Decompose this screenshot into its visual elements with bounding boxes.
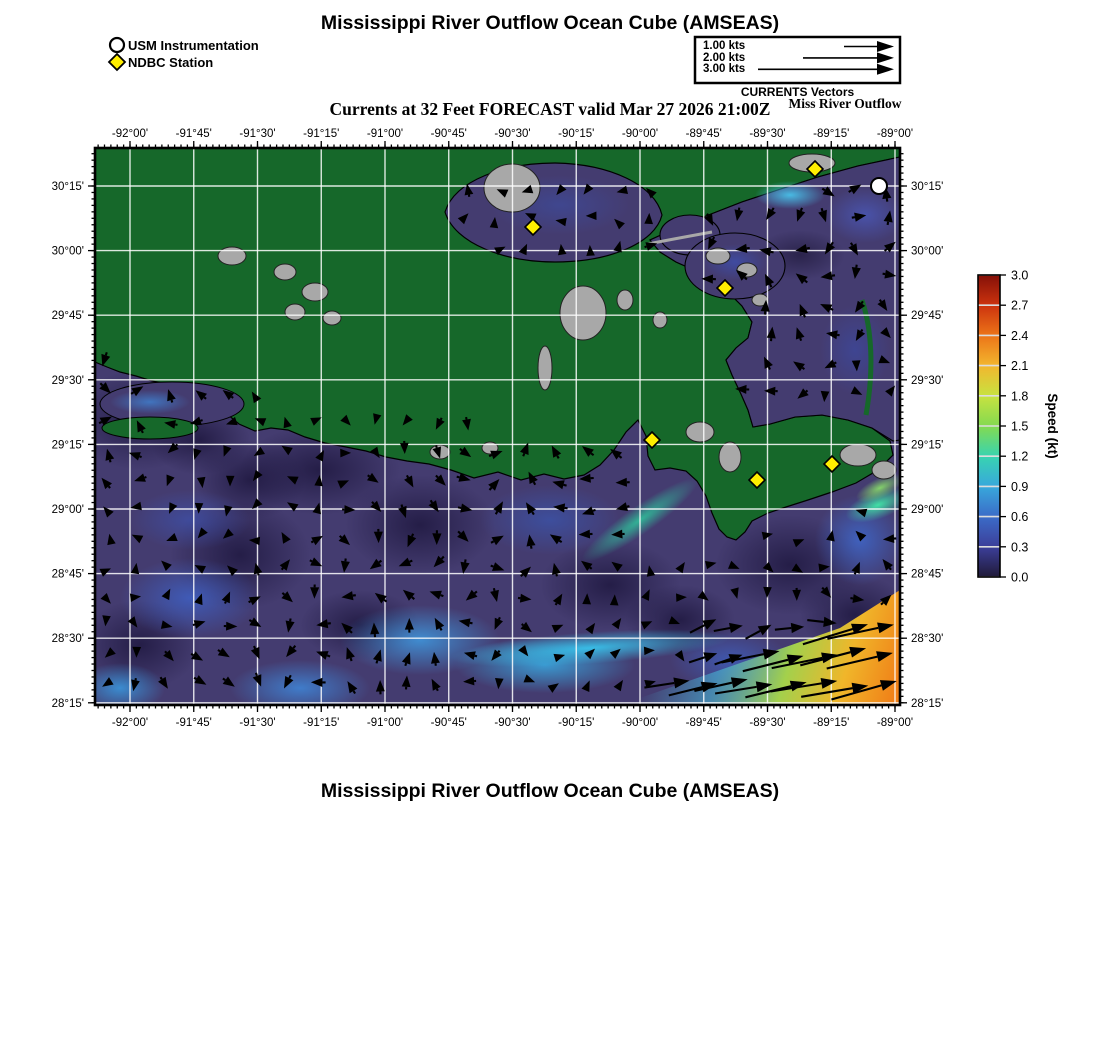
y-tick-label-left: 28°30' — [51, 633, 84, 646]
x-tick-label-top: -90°30' — [494, 128, 531, 140]
colorbar-tick-label: 0.9 — [1011, 479, 1029, 494]
colorbar-tick-label: 3.0 — [1011, 268, 1029, 283]
x-tick-label-top: -91°30' — [239, 128, 276, 140]
vector-scale-row-2: 2.00 kts — [703, 51, 746, 64]
x-tick-label-top: -91°00' — [366, 128, 404, 140]
y-tick-label-right: 28°15' — [911, 697, 944, 710]
no-data-patch — [274, 264, 296, 280]
legend-ndbc-label: NDBC Station — [128, 55, 214, 70]
vector-scale-row-1: 1.00 kts — [703, 40, 746, 52]
x-tick-label-top: -89°45' — [685, 128, 722, 140]
colorbar-tick-label: 2.7 — [1011, 298, 1029, 313]
x-tick-label-bottom: -90°15' — [558, 717, 595, 729]
x-tick-label-bottom: -90°45' — [430, 717, 467, 729]
x-tick-label-top: -91°15' — [303, 128, 340, 140]
x-tick-label-bottom: -91°15' — [303, 717, 340, 729]
colorbar-tick-label: 0.0 — [1011, 570, 1029, 585]
marsh-island — [102, 417, 198, 439]
vector-scale-row-3: 3.00 kts — [703, 63, 746, 75]
y-tick-label-right: 29°00' — [911, 504, 944, 516]
y-tick-label-right: 30°15' — [911, 181, 944, 193]
region-label: Miss River Outflow — [788, 96, 902, 111]
y-tick-label-right: 29°45' — [911, 310, 944, 323]
colorbar-tick-label: 2.1 — [1011, 359, 1029, 374]
y-tick-label-left: 28°15' — [51, 697, 84, 710]
colorbar-tick-label: 0.3 — [1011, 540, 1029, 555]
x-tick-label-bottom: -89°45' — [685, 717, 722, 729]
y-tick-label-right: 28°30' — [911, 633, 944, 646]
forecast-subtitle: Currents at 32 Feet FORECAST valid Mar 27 2026 21:00Z — [329, 99, 771, 119]
y-tick-label-left: 28°45' — [51, 568, 84, 581]
y-tick-label-left: 29°30' — [51, 374, 84, 387]
y-tick-label-right: 30°00' — [911, 245, 944, 258]
vector-scale-caption: CURRENTS Vectors — [740, 85, 855, 99]
no-data-patch — [302, 283, 328, 301]
ndbc-legend-icon — [109, 54, 125, 70]
x-tick-label-bottom: -91°30' — [239, 717, 276, 729]
vector-scale-arrow-head — [877, 64, 894, 75]
no-data-patch — [617, 290, 633, 310]
y-tick-label-left: 29°15' — [51, 439, 84, 452]
colorbar-tick-label: 1.2 — [1011, 449, 1029, 464]
x-tick-label-top: -90°00' — [621, 128, 659, 140]
map-plot-area — [70, 148, 915, 716]
y-tick-label-left: 29°00' — [51, 504, 84, 516]
x-tick-label-bottom: -89°15' — [813, 717, 850, 729]
x-tick-label-bottom: -90°00' — [621, 717, 659, 729]
no-data-patch — [686, 422, 714, 442]
colorbar-label: Speed (kt) — [1045, 393, 1060, 459]
x-tick-label-bottom: -91°45' — [175, 717, 212, 729]
no-data-patch — [872, 461, 896, 479]
vector-scale-arrow-head — [877, 52, 894, 63]
colorbar-tick-label: 2.4 — [1011, 328, 1029, 343]
y-tick-label-right: 28°45' — [911, 568, 944, 581]
no-data-patch — [285, 304, 305, 320]
vector-scale-arrow-head — [877, 41, 894, 52]
y-tick-label-left: 30°15' — [51, 181, 84, 193]
no-data-patch — [218, 247, 246, 265]
legend-usm-label: USM Instrumentation — [128, 38, 259, 53]
no-data-patch — [719, 442, 741, 472]
no-data-patch — [323, 311, 341, 325]
no-data-patch — [840, 444, 876, 466]
usm-instrumentation-marker — [871, 178, 887, 194]
page-title: Mississippi River Outflow Ocean Cube (AMSEAS) — [320, 12, 780, 34]
x-tick-label-top: -89°15' — [813, 128, 850, 140]
no-data-patch — [538, 346, 552, 390]
y-tick-label-right: 29°30' — [911, 374, 944, 387]
x-tick-label-top: -92°00' — [111, 128, 149, 140]
y-tick-label-left: 29°45' — [51, 310, 84, 323]
colorbar-tick-label: 0.6 — [1011, 510, 1029, 525]
bottom-title: Mississippi River Outflow Ocean Cube (AMSEAS) — [320, 780, 780, 802]
y-tick-label-right: 29°15' — [911, 439, 944, 452]
x-tick-label-top: -90°15' — [558, 128, 595, 140]
x-tick-label-bottom: -90°30' — [494, 717, 531, 729]
y-tick-label-left: 30°00' — [51, 245, 84, 258]
no-data-patch — [653, 312, 667, 328]
x-tick-label-bottom: -92°00' — [111, 717, 149, 729]
colorbar-tick-label: 1.5 — [1011, 419, 1029, 434]
no-data-patch — [560, 286, 606, 340]
usm-legend-icon — [110, 38, 124, 52]
colorbar-tick-label: 1.8 — [1011, 389, 1029, 404]
x-tick-label-top: -89°30' — [749, 128, 786, 140]
x-tick-label-bottom: -91°00' — [366, 717, 404, 729]
x-tick-label-top: -91°45' — [175, 128, 212, 140]
x-tick-label-top: -89°00' — [876, 128, 914, 140]
x-tick-label-bottom: -89°00' — [876, 717, 914, 729]
x-tick-label-bottom: -89°30' — [749, 717, 786, 729]
x-tick-label-top: -90°45' — [430, 128, 467, 140]
